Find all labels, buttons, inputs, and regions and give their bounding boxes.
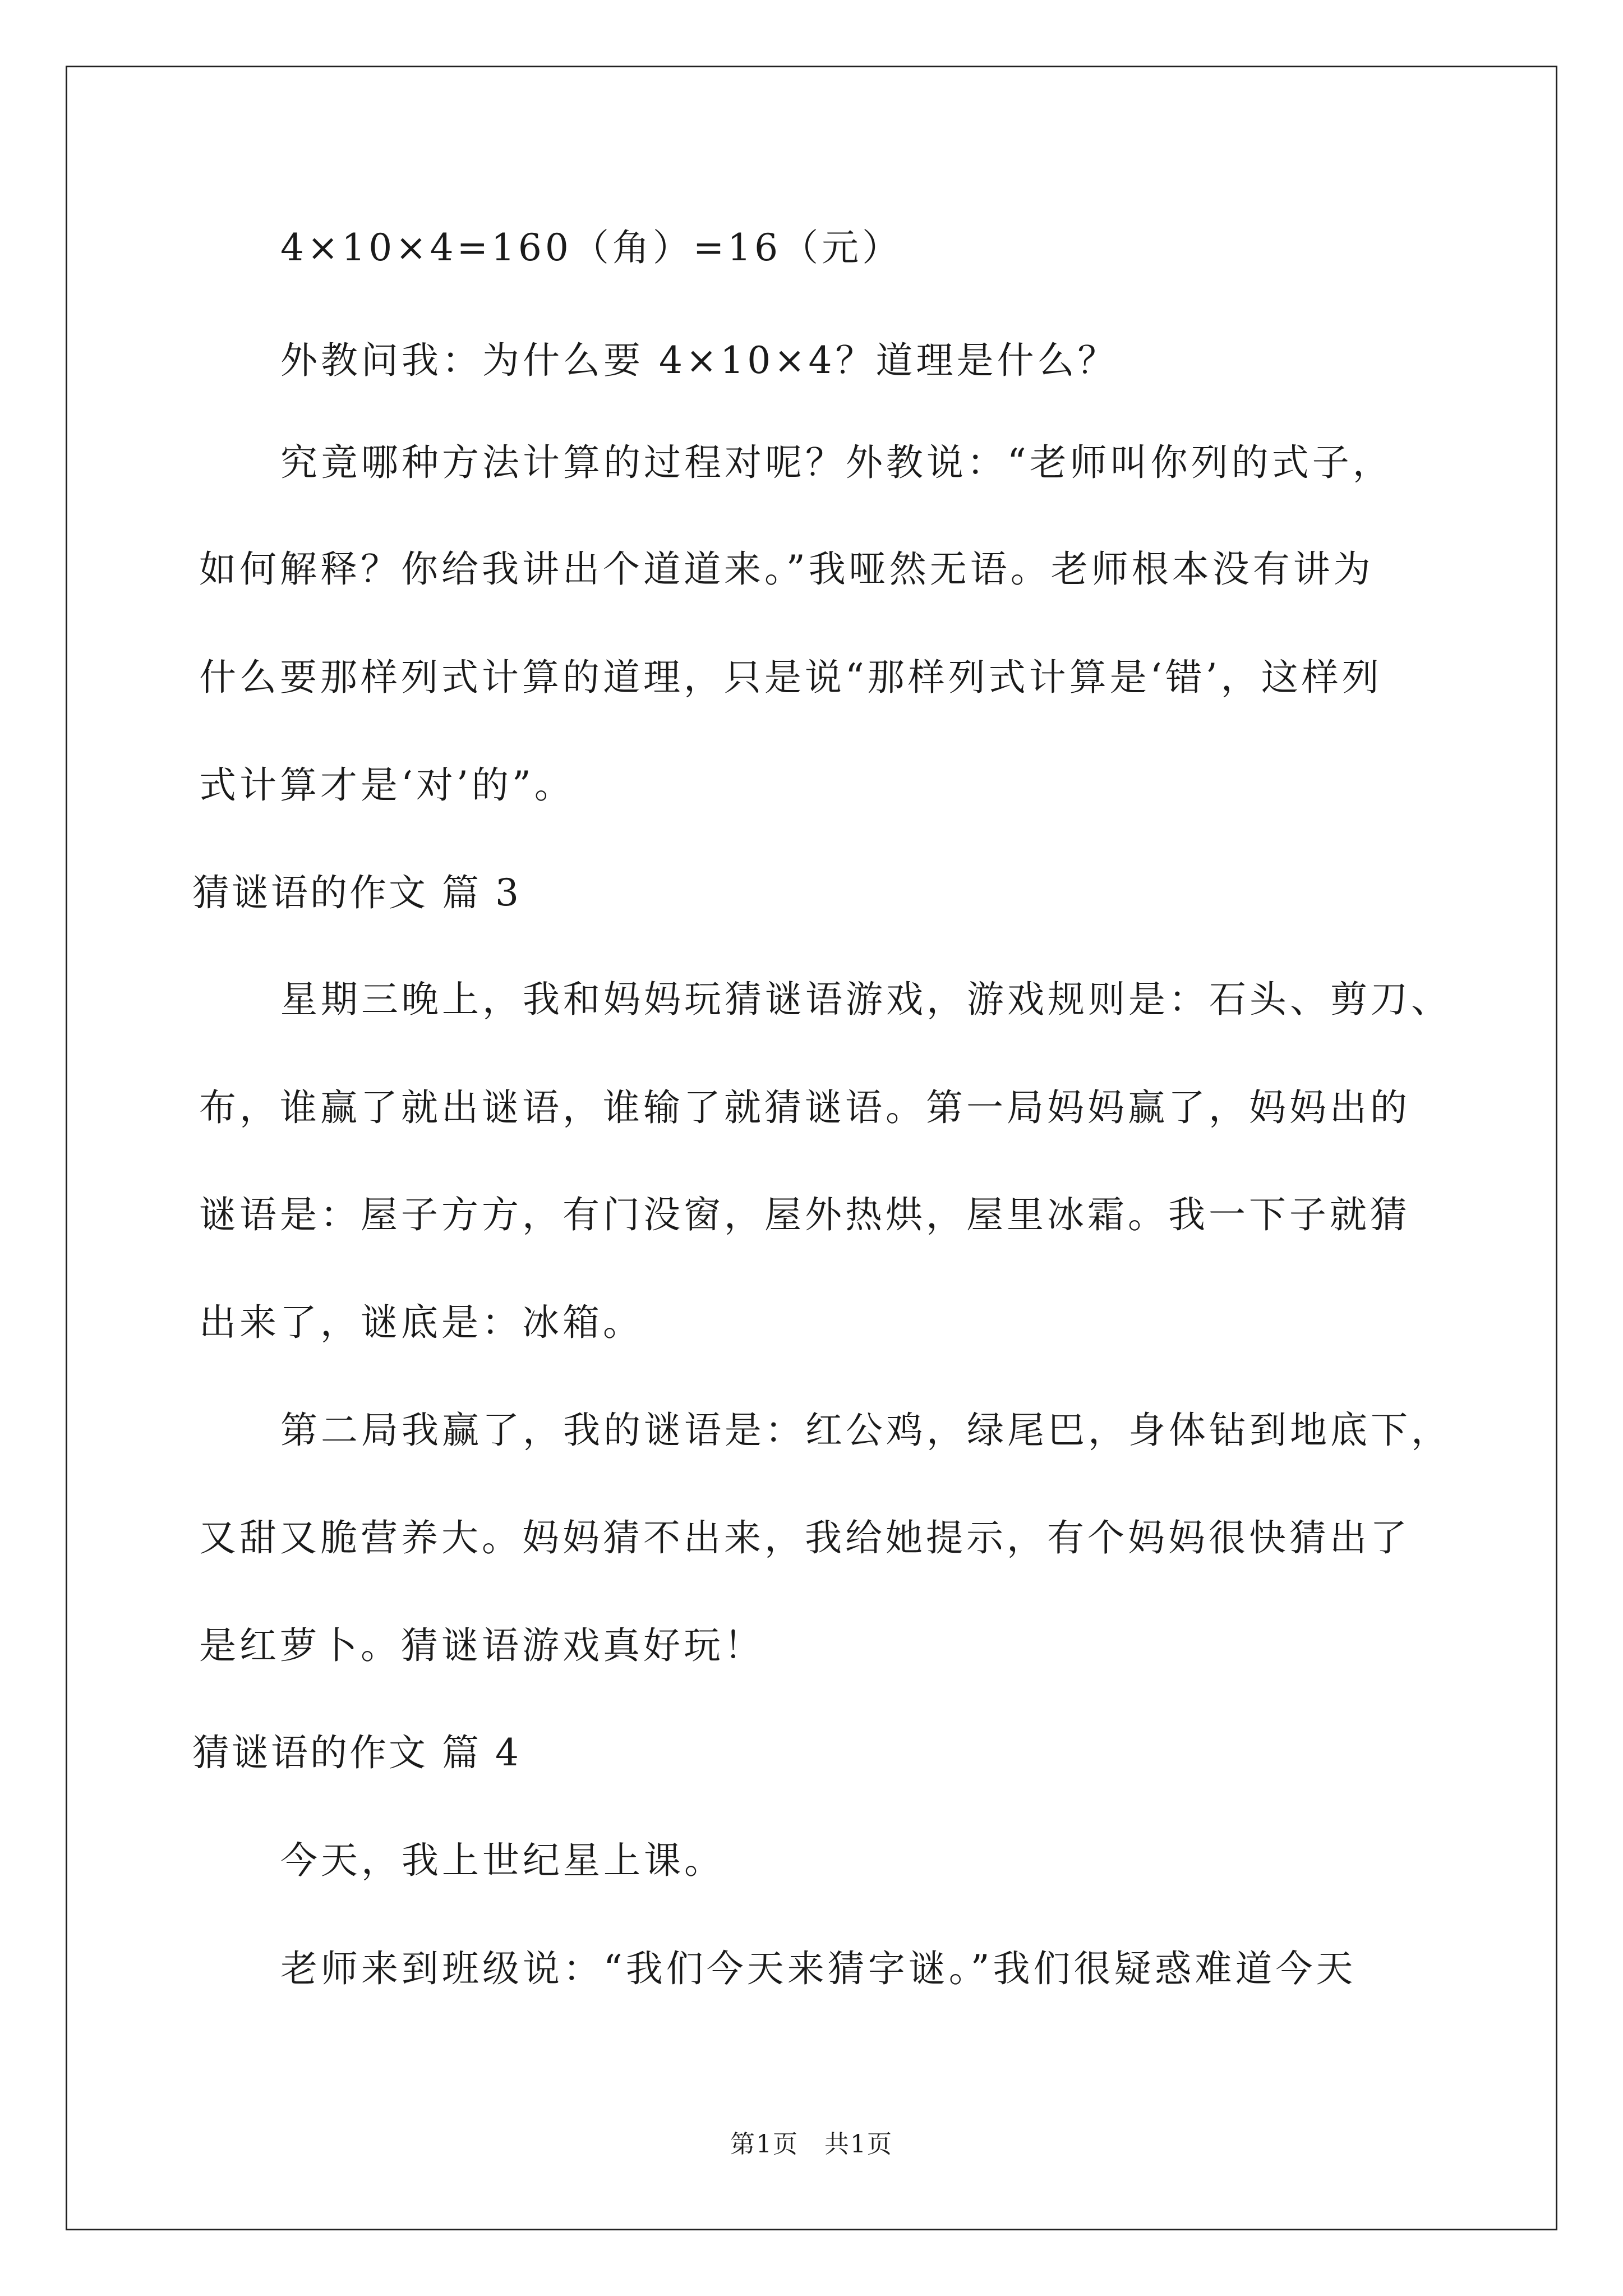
- paragraph-line: 出来了，谜底是：冰箱。: [199, 1301, 643, 1344]
- calculation-line: 4×10×4=160（角）=16（元）: [280, 226, 903, 269]
- paragraph-line: 外教问我：为什么要 4×10×4？道理是什么？: [280, 339, 1118, 382]
- section-heading-4: 猜谜语的作文 篇 4: [192, 1731, 521, 1774]
- paragraph-line: 什么要那样列式计算的道理，只是说“那样列式计算是‘错’，这样列: [199, 656, 1382, 699]
- paragraph-line: 如何解释？你给我讲出个道道来。”我哑然无语。老师根本没有讲为: [199, 547, 1374, 591]
- paragraph-line: 式计算才是‘对’的”。: [199, 763, 575, 807]
- paragraph-line: 布，谁赢了就出谜语，谁输了就猜谜语。第一局妈妈赢了，妈妈出的: [199, 1086, 1410, 1129]
- paragraph-line: 究竟哪种方法计算的过程对呢？外教说：“老师叫你列的式子，: [280, 441, 1393, 484]
- paragraph-line: 又甜又脆营养大。妈妈猜不出来，我给她提示，有个妈妈很快猜出了: [199, 1516, 1410, 1559]
- paragraph-line: 今天，我上世纪星上课。: [280, 1839, 725, 1882]
- paragraph-line: 第二局我赢了，我的谜语是：红公鸡，绿尾巴，身体钻到地底下，: [280, 1409, 1451, 1452]
- paragraph-line: 星期三晚上，我和妈妈玩猜谜语游戏，游戏规则是：石头、剪刀、: [280, 978, 1451, 1021]
- page-number-footer: 第1页 共1页: [730, 2130, 893, 2159]
- paragraph-line: 是红萝卜。猜谜语游戏真好玩！: [199, 1624, 764, 1667]
- section-heading-3: 猜谜语的作文 篇 3: [192, 871, 521, 914]
- paragraph-line: 老师来到班级说：“我们今天来猜字谜。”我们很疑惑难道今天: [280, 1947, 1357, 1990]
- paragraph-line: 谜语是：屋子方方，有门没窗，屋外热烘，屋里冰霜。我一下子就猜: [199, 1193, 1410, 1236]
- page-border: [66, 66, 1557, 2230]
